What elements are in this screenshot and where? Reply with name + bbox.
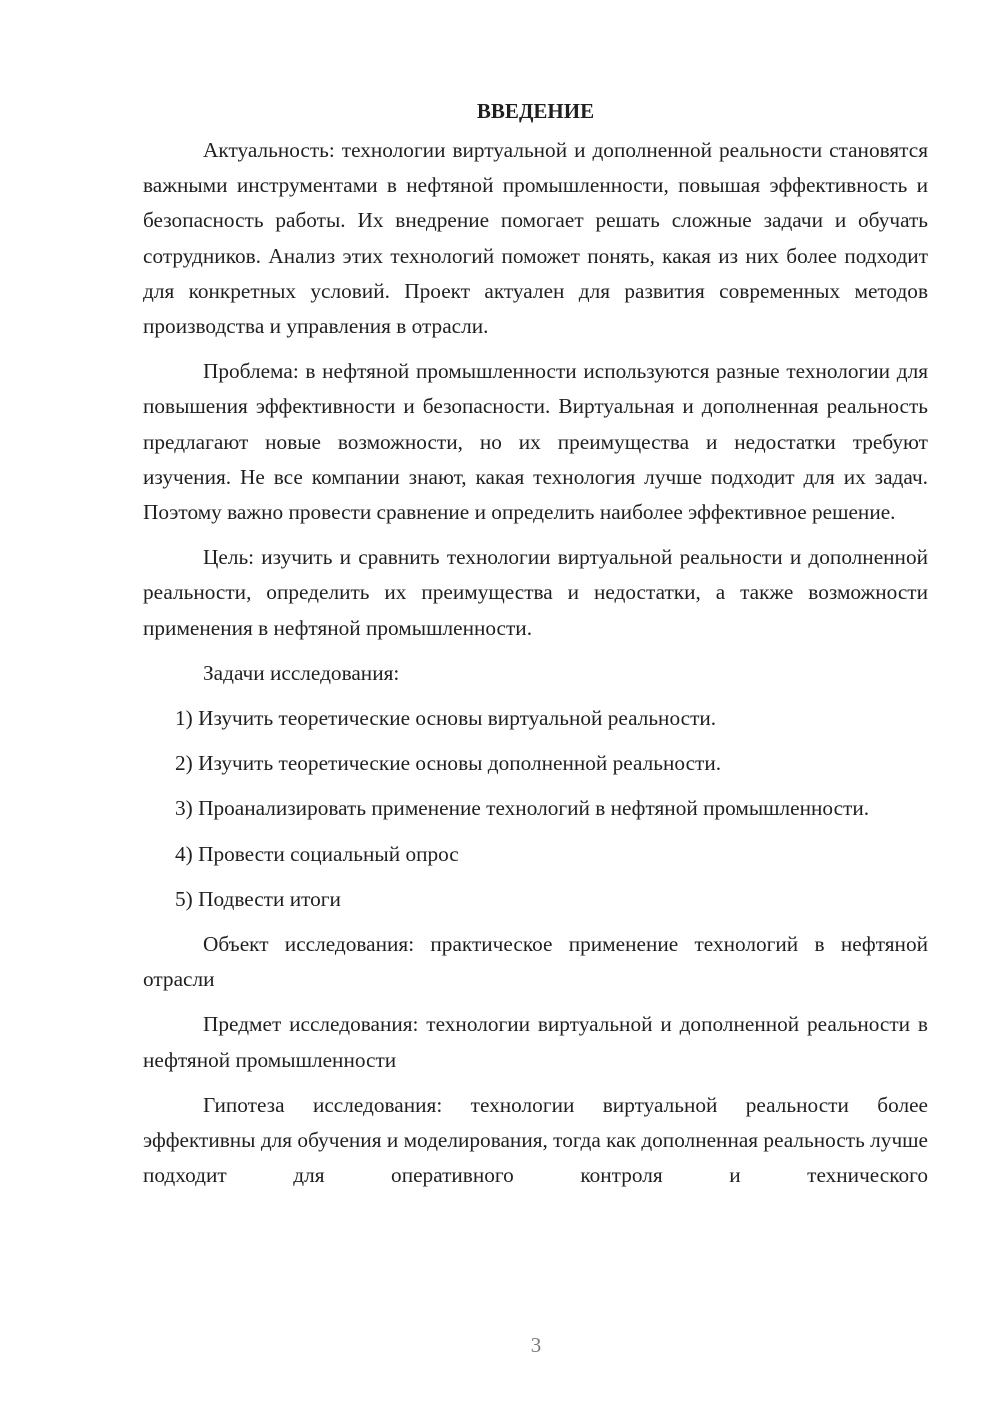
paragraph-problem: Проблема: в нефтяной промышленности используются разные технологии для повышения эффективности и безопасности. Виртуальная и дополненная реальность предлагают новые возможности, но их преимущества и недостатки требуют изучения. Не все компании знают, какая технология лучше подходит для их задач. Поэтому важно провести сравнение и определить наиболее эффективное решение. — [143, 359, 928, 525]
task-item-3: 3) Проанализировать применение технологий в нефтяной промышленности. — [175, 796, 870, 821]
task-item-1: 1) Изучить теоретические основы виртуальной реальности. — [175, 706, 717, 731]
task-item-4: 4) Провести социальный опрос — [175, 841, 459, 866]
task-item-5: 5) Подвести итоги — [175, 886, 341, 911]
document-page — [143, 94, 928, 1203]
paragraph-object: Объект исследования: практическое применение технологий в нефтяной отрасли — [143, 932, 928, 992]
paragraph-goal: Цель: изучить и сравнить технологии виртуальной реальности и дополненной реальности, определить их преимущества и недостатки, а также возможности применения в нефтяной промышленности. — [143, 545, 928, 640]
paragraph-relevance: Актуальность: технологии виртуальной и дополненной реальности становятся важными инструментами в нефтяной промышленности, повышая эффективность и безопасность работы. Их внедрение помогает решать сложные задачи и обучать сотрудников. Анализ этих технологий поможет понять, какая из них более подходит для конкретных условий. Проект актуален для развития современных методов производства и управления в отрасли. — [143, 138, 928, 339]
paragraph-subject: Предмет исследования: технологии виртуальной и дополненной реальности в нефтяной промышленности — [143, 1012, 928, 1072]
paragraph-tasks-heading: Задачи исследования: — [203, 660, 400, 685]
paragraph-hypothesis: Гипотеза исследования: технологии виртуальной реальности более эффективны для обучения и моделирования, тогда как дополненная реальность лучше подходит для оперативного контроля и технического — [143, 1092, 928, 1188]
task-item-2: 2) Изучить теоретические основы дополненной реальности. — [175, 751, 722, 776]
page-number: 3 — [530, 1333, 542, 1357]
section-title: ВВЕДЕНИЕ — [476, 99, 595, 123]
